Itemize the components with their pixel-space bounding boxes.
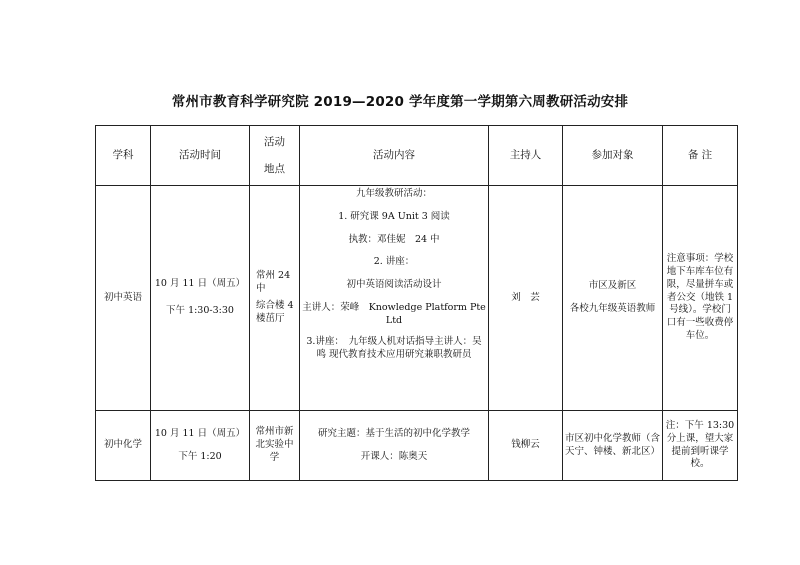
header-place xyxy=(250,126,300,186)
header-notes: 备 注 xyxy=(663,126,738,186)
row1-time-hours: 下午 1:30-3:30 xyxy=(166,305,234,316)
row2-host: 钱柳云 xyxy=(489,411,563,481)
header-place-line2: 地点 xyxy=(264,162,285,175)
row1-place-line3: 综合楼 4 xyxy=(256,300,294,311)
row1-subject: 初中英语 xyxy=(96,186,151,411)
row1-time-date: 10 月 11 日（周五） xyxy=(154,278,246,290)
row1-content-line5: 初中英语阅读活动设计 xyxy=(346,279,442,291)
header-content: 活动内容 xyxy=(300,126,489,186)
table-header-row xyxy=(96,126,738,186)
row1-content-line6: 主讲人：荣峰 Knowledge Platform Pte Ltd xyxy=(302,302,486,326)
row1-notes: 注意事项：学校地下车库车位有限，尽量拼车或者公交（地铁 1 号线）。学校门口有一些收费停车位。 xyxy=(663,186,738,411)
header-subject: 学科 xyxy=(96,126,151,186)
row2-place: 常州市新北实验中学 xyxy=(250,411,300,481)
row1-content-line1: 九年级教研活动： xyxy=(355,188,432,199)
row1-content-line2: 1. 研究课 9A Unit 3 阅读 xyxy=(338,210,450,222)
table-row xyxy=(96,186,738,411)
page-title: 常州市教育科学研究院 2019—2020 学年度第一学期第六周教研活动安排 xyxy=(171,94,629,110)
header-time: 活动时间 xyxy=(151,126,250,186)
row2-content-line1: 研究主题：基于生活的初中化学教学 xyxy=(317,427,470,439)
row2-time-date: 10 月 11 日（周五） xyxy=(154,427,246,439)
header-place-line1: 活动 xyxy=(264,136,285,149)
row1-participants-line2: 各校九年级英语教师 xyxy=(569,303,656,314)
row1-time xyxy=(151,186,250,411)
row2-time xyxy=(151,411,250,481)
header-participants: 参加对象 xyxy=(563,126,663,186)
row2-time-hours: 下午 1:20 xyxy=(178,450,222,462)
row1-content-line4: 2. 讲座： xyxy=(373,256,415,268)
row2-content xyxy=(300,411,489,481)
row1-content-line7: 3.讲座： 九年级人机对话指导主讲人：吴鸣 现代教育技术应用研究兼职教研员 xyxy=(306,335,482,360)
row1-place-line4: 楼茁厅 xyxy=(256,312,285,324)
row2-content-line2: 开课人：陈奥天 xyxy=(360,450,428,462)
row2-participants: 市区初中化学教师（含天宁、钟楼、新北区） xyxy=(563,411,663,481)
header-host: 主持人 xyxy=(489,126,563,186)
row1-place xyxy=(250,186,300,411)
row1-content-line3: 执教：邓佳妮 24 中 xyxy=(348,233,440,245)
row1-participants-line1: 市区及新区 xyxy=(588,280,637,292)
row1-place-line2: 中 xyxy=(256,283,266,295)
row2-subject: 初中化学 xyxy=(96,411,151,481)
row1-participants xyxy=(563,186,663,411)
table-row xyxy=(96,411,738,481)
row1-place-line1: 常州 24 xyxy=(256,270,291,282)
row1-host: 刘 芸 xyxy=(489,186,563,411)
row1-content xyxy=(300,186,489,411)
schedule-table xyxy=(95,125,738,481)
row2-notes: 注：下午 13:30 分上课，望大家提前到听课学校。 xyxy=(663,411,738,481)
